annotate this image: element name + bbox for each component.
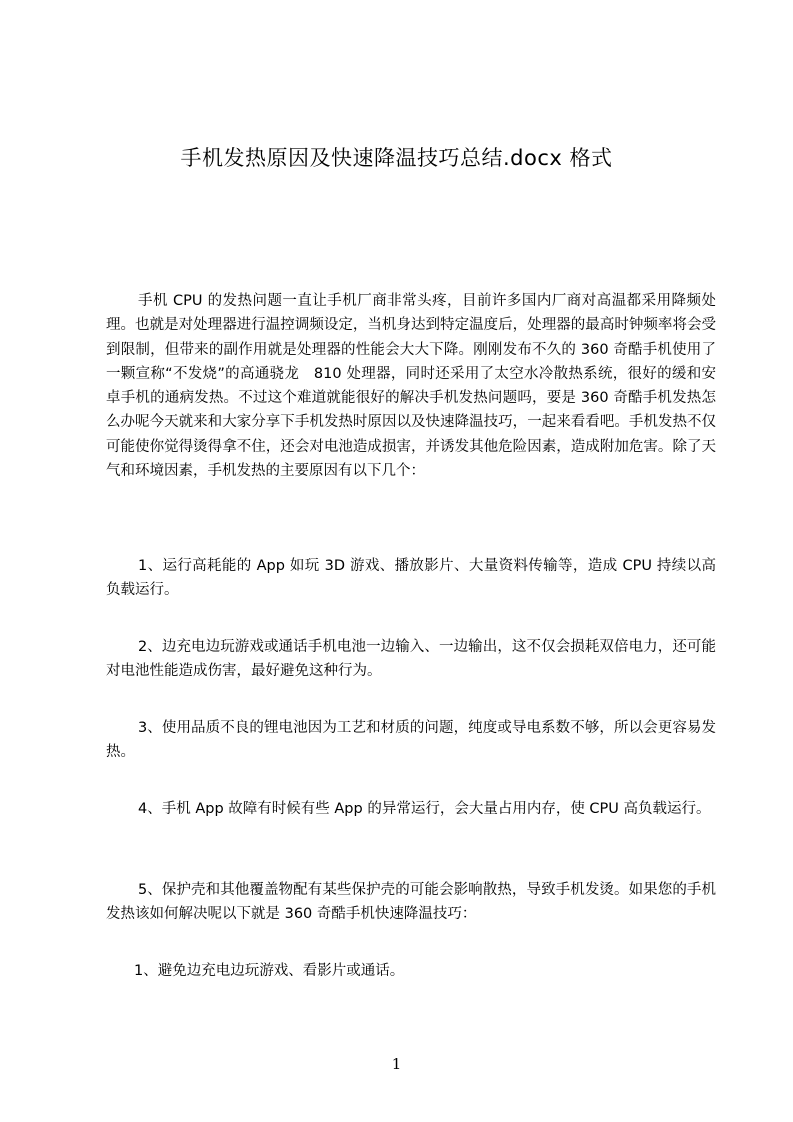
document-title: 手机发热原因及快速降温技巧总结.docx 格式 bbox=[180, 146, 613, 170]
intro-paragraph: 手机 CPU 的发热问题一直让手机厂商非常头疼，目前许多国内厂商对高温都采用降频处理。也就是对处理器进行温控调频设定，当机身达到特定温度后，处理器的最高时钟频率将会受到限制，但带来的副作用就是处理器的性能会大大下降。刚刚发布不久的 360 奇酷手机使用了一颗宣称“不发烧”的高通骁龙 810 处理器，同时还采用了太空水冷散热系统，很好的缓和安卓手机的通病发热。不过这个难道就能很好的解决手机发热问题吗，要是 360 奇酷手机发热怎么办呢今天就来和大家分享下手机发热时原因以及快速降温技巧，一起来看看吧。手机发热不仅可能使你觉得烫得拿不住，还会对电池造成损害，并诱发其他危险因素，造成附加危害。除了天气和环境因素，手机发热的主要原因有以下几个： bbox=[106, 293, 716, 480]
cause-item-2: 2、边充电边玩游戏或通话手机电池一边输入、一边输出，这不仅会损耗双倍电力，还可能对电池性能造成伤害，最好避免这种行为。 bbox=[106, 639, 716, 680]
cause-item-1: 1、运行高耗能的 App 如玩 3D 游戏、播放影片、大量资料传输等，造成 CPU 持续以高负载运行。 bbox=[106, 558, 716, 599]
page-number: 1 bbox=[391, 1055, 402, 1073]
cause-item-5: 5、保护壳和其他覆盖物配有某些保护壳的可能会影响散热，导致手机发烫。如果您的手机发热该如何解决呢以下就是 360 奇酷手机快速降温技巧： bbox=[106, 882, 716, 923]
tip-item-1: 1、避免边充电边玩游戏、看影片或通话。 bbox=[134, 963, 405, 979]
cause-item-4: 4、手机 App 故障有时候有些 App 的异常运行，会大量占用内存，使 CPU 高负载运行。 bbox=[138, 801, 711, 817]
cause-item-3: 3、使用品质不良的锂电池因为工艺和材质的问题，纯度或导电系数不够，所以会更容易发热。 bbox=[106, 720, 716, 761]
